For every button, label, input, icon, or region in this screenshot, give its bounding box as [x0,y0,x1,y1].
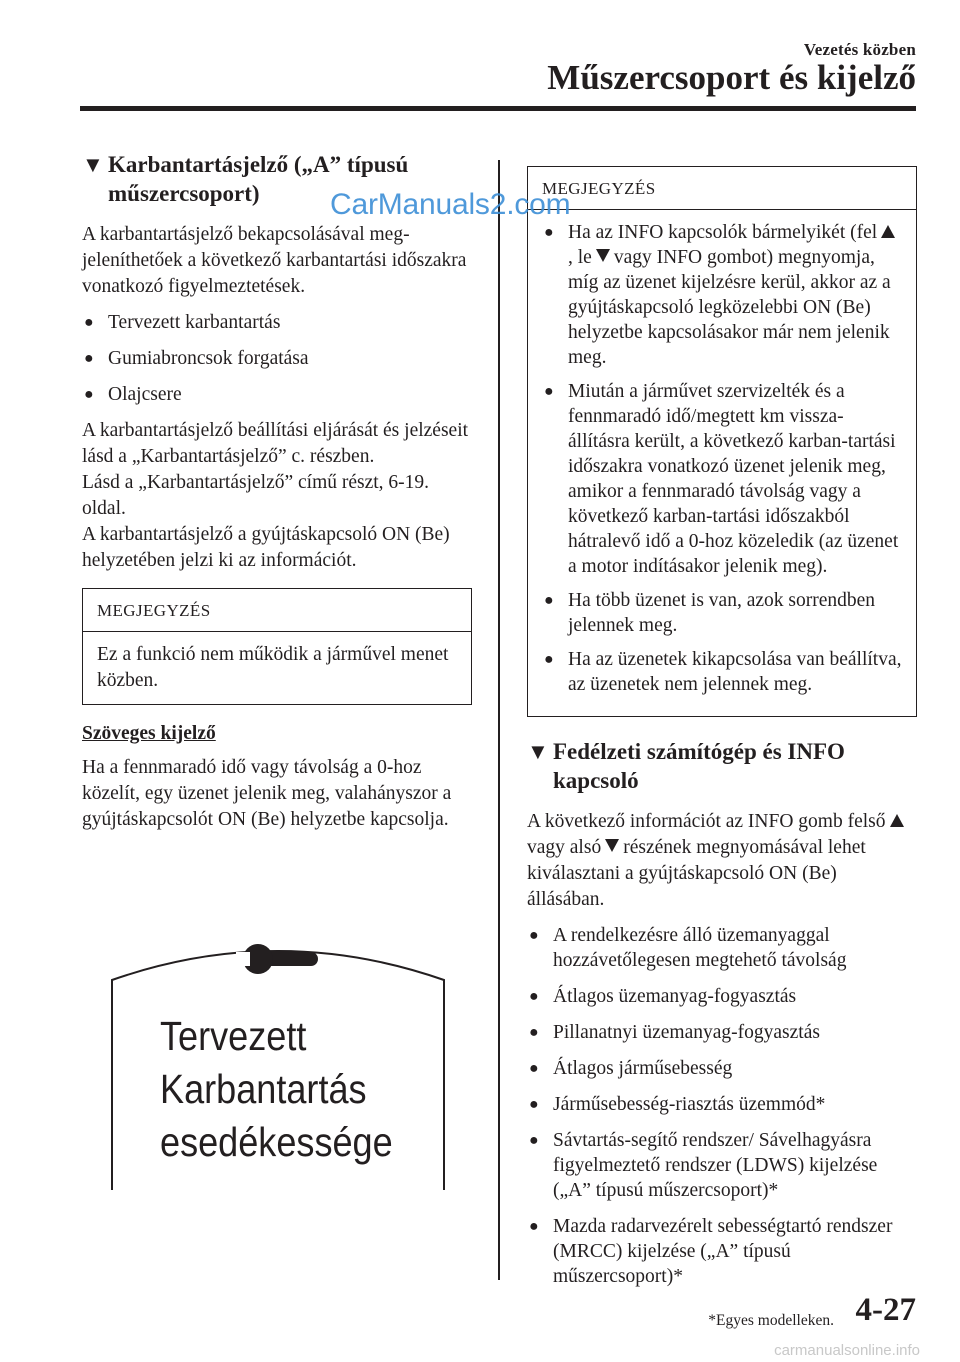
bullet-icon: ● [529,1132,539,1149]
list-item: ● Pillanatnyi üzemanyag-fogyasztás [529,1022,820,1043]
bullet-icon: ● [544,592,554,609]
list-item: ● Ha az INFO kapcsolók bármelyikét (fel, le vagy INFO gombot) megnyomja, míg az üzenet kijelzésre kerül, akkor az a gyújtáskapcsoló legközelebbi ON (Be) helyzetbe kapcsolásakor már nem jelenik meg. [542,220,902,370]
display-line2: Karbantartás [160,1066,367,1112]
list-item: ● A rendelkezésre álló üzemanyaggal hozzávetőlegesen megtehető távolság [529,925,847,971]
right-column [527,166,917,1300]
arrow-down-icon [605,839,619,852]
reference-paragraph: Lásd a „Karbantartásjelző” című részt, 6-19. oldal. [82,472,430,519]
note-box-info [527,166,917,717]
display-line1: Tervezett [160,1013,307,1059]
list-item: ● Ha több üzenet is van, azok sorrendben jelennek meg. [544,590,876,636]
section-heading-trip-computer [527,737,917,795]
section-heading-line2: kapcsoló [553,768,639,793]
arrow-down-icon [596,249,610,262]
display-line3: esedékessége [160,1119,393,1165]
bullet-icon: ● [544,651,554,668]
site-watermark: carmanualsonline.info [774,1342,920,1359]
list-item: ● Sávtartás-segítő rendszer/ Sávelhagyásra figyelmeztető rendszer (LDWS) kijelzése („A” típusú műszercsoport)* [529,1130,878,1201]
info-list [527,923,917,1289]
list-item: ● Átlagos járműsebesség [529,1058,733,1079]
footnote: *Egyes modelleken. [708,1312,834,1329]
section-heading-line1: Fedélzeti számítógép és INFO [553,739,845,764]
bullet-icon: ● [529,1024,539,1041]
bullet-icon: ● [529,1218,539,1235]
arrow-up-icon [890,814,904,827]
section-heading-line2: műszercsoport) [108,181,260,206]
page-number: 4-27 [855,1292,916,1328]
bullet-icon: ● [544,224,554,241]
text-display-paragraph: Ha a fennmaradó idő vagy távolság a 0-hoz közelít, egy üzenet jelenik meg, valahányszor a gyújtáskapcsolót ON (Be) helyzetbe kapcsolja. [82,757,452,830]
note-title: MEGJEGYZÉS [528,167,916,210]
bullet-icon: ● [529,927,539,944]
bullet-icon: ● [84,350,94,367]
note-body [528,210,916,716]
list-item: ● Ha az üzenetek kikapcsolása van beállítva, az üzenetek nem jelennek meg. [544,649,902,695]
page-title: Műszercsoport és kijelző [547,58,916,97]
display-message [160,1010,393,1169]
section-heading-line1: Karbantartásjelző („A” típusú [108,152,409,177]
list-item: ● Járműsebesség-riasztás üzemmód* [529,1094,826,1115]
note-box [82,588,472,705]
info-intro-paragraph: A következő információt az INFO gomb felsővagy alsó részének megnyomásával lehet kiválasztani a gyújtáskapcsoló ON (Be) állásában. [527,809,917,913]
chapter-subtitle: Vezetés közben [803,40,916,59]
column-divider [498,160,500,1280]
note-text: Ez a funkció nem működik a járművel menet közben. [97,644,449,691]
bullet-icon: ● [529,1060,539,1077]
list-item: ● Mazda radarvezérelt sebességtartó rendszer (MRCC) kijelzése („A” típusú műszercsoport)* [529,1216,893,1287]
arrow-up-icon [881,225,895,238]
bullet-icon: ● [544,383,554,400]
list-item: ● Átlagos üzemanyag-fogyasztás [529,986,797,1007]
list-item: ● Miután a járművet szervizelték és a fennmaradó idő/megtett km vissza-állításra került, a következő karban-tartási időszakra vonatkozó üzenet jelenik meg, amikor a fennmaradó távolság vagy a következő karban-tartási időszakból hátralevő idő a 0-hoz közeledik (az üzenet a motor indításakor jelenik meg). [544,381,899,577]
list-item: ● Olajcsere [84,384,182,405]
bullet-icon: ● [529,988,539,1005]
left-column [82,150,472,843]
bullet-icon: ● [84,314,94,331]
maintenance-list [82,310,472,407]
intro-paragraph: A karbantartásjelző bekapcsolásával meg-jeleníthetőek a következő karbantartási időszakra vonatkozó figyelmeztetések. [82,224,467,297]
watermark-logo: CarManuals2.com [330,188,571,221]
subheading-text-display: Szöveges kijelző [82,723,216,744]
bullet-icon: ● [84,386,94,403]
list-item: ● Tervezett karbantartás [84,312,281,333]
display-paragraph: A karbantartásjelző a gyújtáskapcsoló ON (Be) helyzetében jelzi ki az információt. [82,524,450,571]
list-item: ● Gumiabroncsok forgatása [84,348,309,369]
triangle-down-icon: ▼ [527,739,549,764]
settings-paragraph: A karbantartásjelző beállítási eljárását és jelzéseit lásd a „Karbantartásjelző” c. részben. [82,420,469,467]
bullet-icon: ● [529,1096,539,1113]
triangle-down-icon: ▼ [82,152,104,177]
note-title: MEGJEGYZÉS [83,589,471,632]
wrench-icon [236,944,318,974]
header-rule [80,106,916,111]
